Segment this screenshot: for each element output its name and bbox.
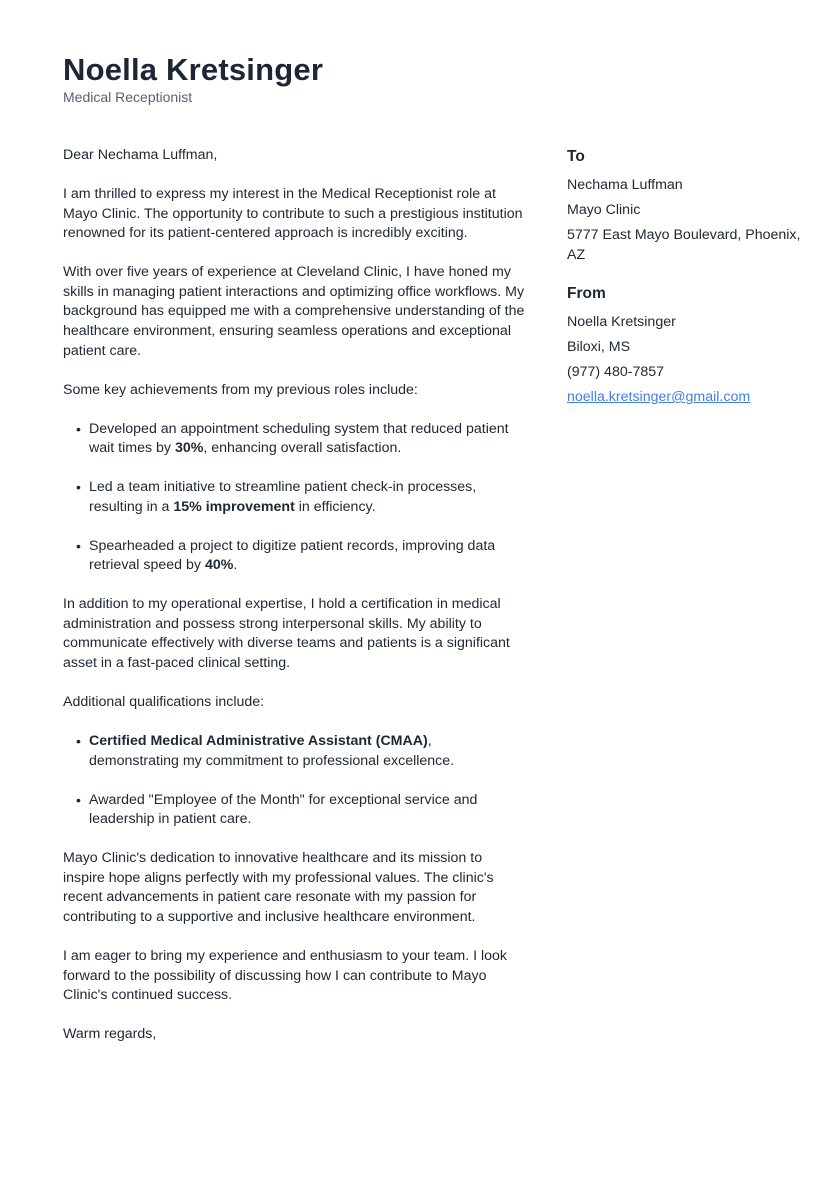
list-item: • Spearheaded a project to digitize patient records, improving data retrieval speed by 40%. xyxy=(89,537,525,576)
sender-block xyxy=(567,284,807,408)
header xyxy=(63,52,323,106)
recipient-name: Nechama Luffman xyxy=(567,177,683,193)
qualifications-list xyxy=(63,732,525,830)
to-heading: To xyxy=(567,148,585,165)
qualifications-intro: Additional qualifications include: xyxy=(63,694,265,710)
letter-body xyxy=(63,146,525,1064)
paragraph-company: Mayo Clinic's dedication to innovative healthcare and its mission to inspire hope aligns perfectly with my professional values. The clinic's recent advancements in patient care resonate with my passion for contributing to a supportive and inclusive healthcare environment. xyxy=(63,850,494,925)
paragraph-closing: I am eager to bring my experience and enthusiasm to your team. I look forward to the possibility of discussing how I can contribute to Mayo Clinic's continued success. xyxy=(63,947,507,1004)
achievements-list xyxy=(63,420,525,576)
sender-location: Biloxi, MS xyxy=(567,339,631,355)
paragraph-skills: In addition to my operational expertise, I hold a certification in medical administration and possess strong interpersonal skills. My ability to communicate effectively with diverse teams and patients is a significant asset in a fast-paced clinical setting. xyxy=(63,596,510,672)
from-heading: From xyxy=(567,285,606,302)
sender-name: Noella Kretsinger xyxy=(567,314,676,330)
recipient-block xyxy=(567,147,807,265)
greeting: Dear Nechama Luffman, xyxy=(63,147,218,163)
achievements-intro: Some key achievements from my previous roles include: xyxy=(63,381,418,398)
paragraph-intro: I am thrilled to express my interest in the Medical Receptionist role at Mayo Clinic. The opportunity to contribute to such a prestigious institution renowned for its patient-centered approach is incredibly exciting. xyxy=(63,185,523,242)
sidebar xyxy=(567,147,807,427)
sign-off: Warm regards, xyxy=(63,1026,157,1043)
job-title: Medical Receptionist xyxy=(63,89,193,105)
applicant-name: Noella Kretsinger xyxy=(63,52,324,87)
list-item: • Developed an appointment scheduling system that reduced patient wait times by 30%, enhancing overall satisfaction. xyxy=(89,420,525,459)
paragraph-experience: With over five years of experience at Cleveland Clinic, I have honed my skills in managing patient interactions and optimizing office workflows. My background has equipped me with a comprehensive understanding of the healthcare environment, ensuring seamless operations and exceptional patient care. xyxy=(63,264,525,359)
sender-email-link[interactable]: noella.kretsinger@gmail.com xyxy=(567,389,751,405)
recipient-address: 5777 East Mayo Boulevard, Phoenix, AZ xyxy=(567,227,801,263)
sender-phone: (977) 480-7857 xyxy=(567,364,665,380)
recipient-company: Mayo Clinic xyxy=(567,202,641,218)
list-item: • Awarded "Employee of the Month" for exceptional service and leadership in patient care. xyxy=(89,791,525,830)
list-item: • Certified Medical Administrative Assistant (CMAA), demonstrating my commitment to professional excellence. xyxy=(89,732,525,771)
list-item: • Led a team initiative to streamline patient check-in processes, resulting in a 15% improvement in efficiency. xyxy=(89,478,525,517)
